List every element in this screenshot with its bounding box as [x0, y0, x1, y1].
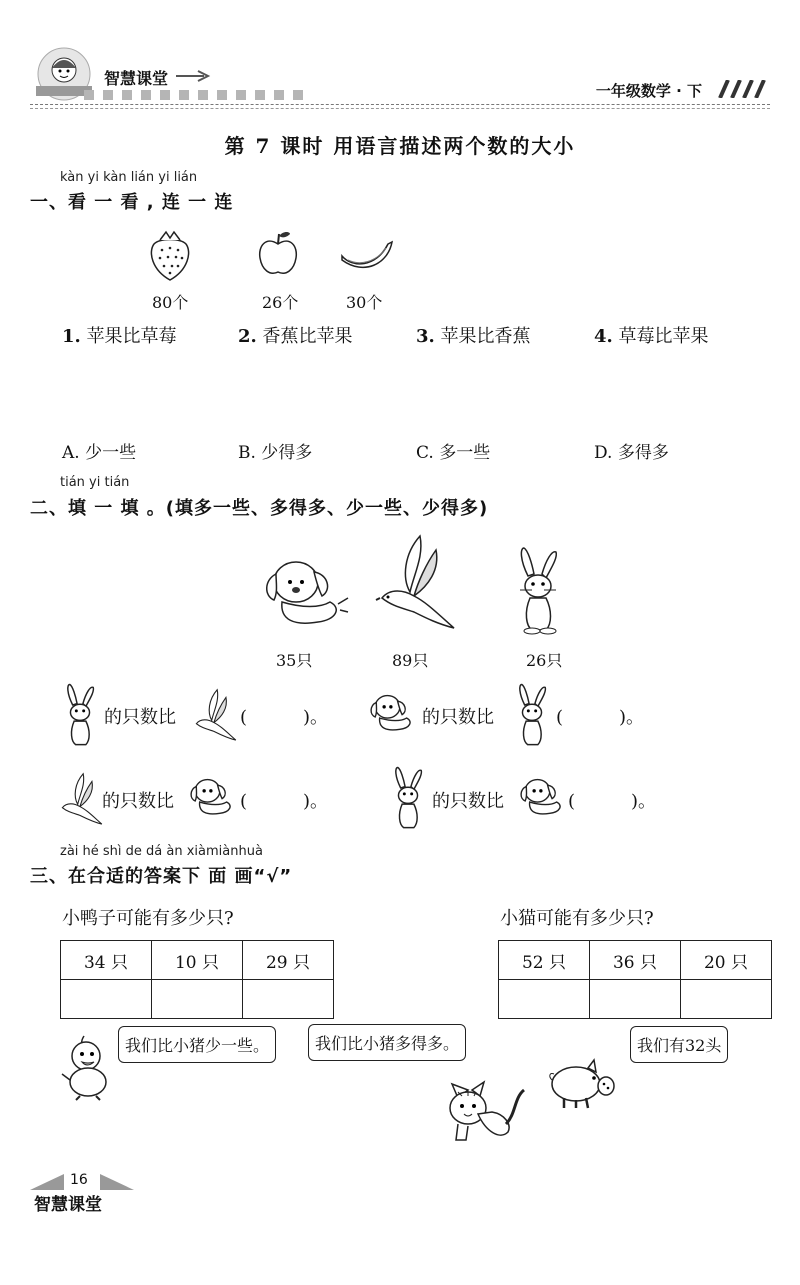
rabbit-count: 26只 [526, 651, 563, 670]
option-b[interactable]: B. 少得多 [238, 443, 313, 463]
open-paren: ( [240, 791, 248, 812]
pig-speech-bubble: 我们有32头 [630, 1026, 728, 1063]
close-paren: )。 [619, 707, 645, 728]
arrow-icon [176, 70, 212, 82]
dove-icon [192, 688, 238, 744]
rabbit-icon [508, 546, 568, 636]
table-cell: 20 只 [681, 941, 772, 980]
item-text: 香蕉比苹果 [262, 326, 353, 347]
table-row [61, 941, 334, 980]
table-row [61, 980, 334, 1019]
puppy-icon [186, 774, 238, 820]
strawberry-icon [146, 226, 194, 282]
banana-icon [338, 238, 394, 272]
match-item-1[interactable] [62, 322, 177, 348]
check-cell[interactable] [681, 980, 772, 1019]
header-divider [30, 104, 770, 105]
footer-brand: 智慧课堂 [34, 1195, 102, 1215]
open-paren: ( [556, 707, 564, 728]
question-cat: 小猫可能有多少只? [500, 908, 654, 929]
item-number: 4. [594, 326, 613, 347]
kitten-icon [444, 1074, 530, 1150]
phrase-text: 的只数比 [422, 707, 494, 728]
close-paren: )。 [303, 791, 329, 812]
answer-blank-3[interactable] [240, 787, 328, 813]
item-text: 苹果比草莓 [86, 326, 177, 347]
table-cell: 36 只 [590, 941, 681, 980]
table-cell: 34 只 [61, 941, 152, 980]
compare-sentence-2 [422, 703, 494, 729]
check-cell[interactable] [499, 980, 590, 1019]
header-brand: 智慧课堂 [104, 69, 169, 88]
cat-speech-bubble: 我们比小猪多得多。 [308, 1024, 466, 1061]
puppy-icon [366, 690, 418, 736]
page-number: 16 [70, 1172, 88, 1188]
table-row [499, 941, 772, 980]
item-number: 2. [238, 326, 257, 347]
grade-label: 一年级数学 · 下 [595, 82, 702, 100]
dove-icon [58, 772, 104, 828]
duck-speech-bubble: 我们比小猪少一些。 [118, 1026, 276, 1063]
header-divider-2 [30, 108, 770, 109]
decorative-squares [84, 90, 303, 100]
answer-blank-4[interactable] [568, 787, 656, 813]
open-paren: ( [240, 707, 248, 728]
rabbit-icon [510, 682, 554, 750]
option-c[interactable]: C. 多一些 [416, 443, 491, 463]
compare-sentence-3 [102, 787, 174, 813]
table-row [499, 980, 772, 1019]
strawberry-count: 80个 [152, 293, 189, 312]
item-text: 草莓比苹果 [618, 326, 709, 347]
duckling-icon [60, 1034, 116, 1102]
section1-pinyin: kàn yi kàn lián yi lián [60, 170, 198, 185]
check-cell[interactable] [61, 980, 152, 1019]
check-cell[interactable] [590, 980, 681, 1019]
compare-sentence-1 [104, 703, 176, 729]
phrase-text: 的只数比 [104, 707, 176, 728]
section3-heading: 三、在合适的答案下 面 画“√” [30, 866, 293, 887]
item-number: 3. [416, 326, 435, 347]
answer-blank-2[interactable] [556, 703, 644, 729]
item-number: 1. [62, 326, 81, 347]
check-cell[interactable] [152, 980, 243, 1019]
open-paren: ( [568, 791, 576, 812]
piglet-icon [546, 1058, 616, 1110]
item-text: 苹果比香蕉 [440, 326, 531, 347]
puppy-count: 35只 [276, 651, 313, 670]
section2-pinyin: tián yi tián [60, 475, 130, 490]
question-duck: 小鸭子可能有多少只? [62, 908, 234, 929]
match-item-3[interactable] [416, 322, 531, 348]
close-paren: )。 [303, 707, 329, 728]
cat-answer-table [498, 940, 772, 1019]
close-paren: )。 [631, 791, 657, 812]
puppy-icon [516, 774, 568, 820]
table-cell: 29 只 [243, 941, 334, 980]
rabbit-icon [58, 682, 102, 750]
check-cell[interactable] [243, 980, 334, 1019]
lesson-title: 第 7 课时 用语言描述两个数的大小 [224, 134, 576, 158]
banana-count: 30个 [346, 293, 383, 312]
option-a[interactable]: A. 少一些 [62, 443, 137, 463]
answer-blank-1[interactable] [240, 703, 328, 729]
apple-count: 26个 [262, 293, 299, 312]
phrase-text: 的只数比 [102, 791, 174, 812]
slash-decoration [712, 80, 768, 98]
dove-icon [374, 534, 458, 634]
match-item-2[interactable] [238, 322, 353, 348]
table-cell: 10 只 [152, 941, 243, 980]
dove-count: 89只 [392, 651, 429, 670]
puppy-icon [258, 552, 350, 634]
table-cell: 52 只 [499, 941, 590, 980]
section2-heading: 二、填 一 填 。(填多一些、多得多、少一些、少得多) [30, 498, 489, 519]
match-item-4[interactable] [594, 322, 709, 348]
rabbit-icon [386, 766, 430, 832]
option-d[interactable]: D. 多得多 [594, 443, 669, 463]
duck-answer-table [60, 940, 334, 1019]
phrase-text: 的只数比 [432, 791, 504, 812]
apple-icon [256, 228, 300, 278]
compare-sentence-4 [432, 787, 504, 813]
section1-heading: 一、看 一 看 , 连 一 连 [30, 192, 234, 213]
section3-pinyin: zài hé shì de dá àn xiàmiànhuà [60, 844, 263, 859]
